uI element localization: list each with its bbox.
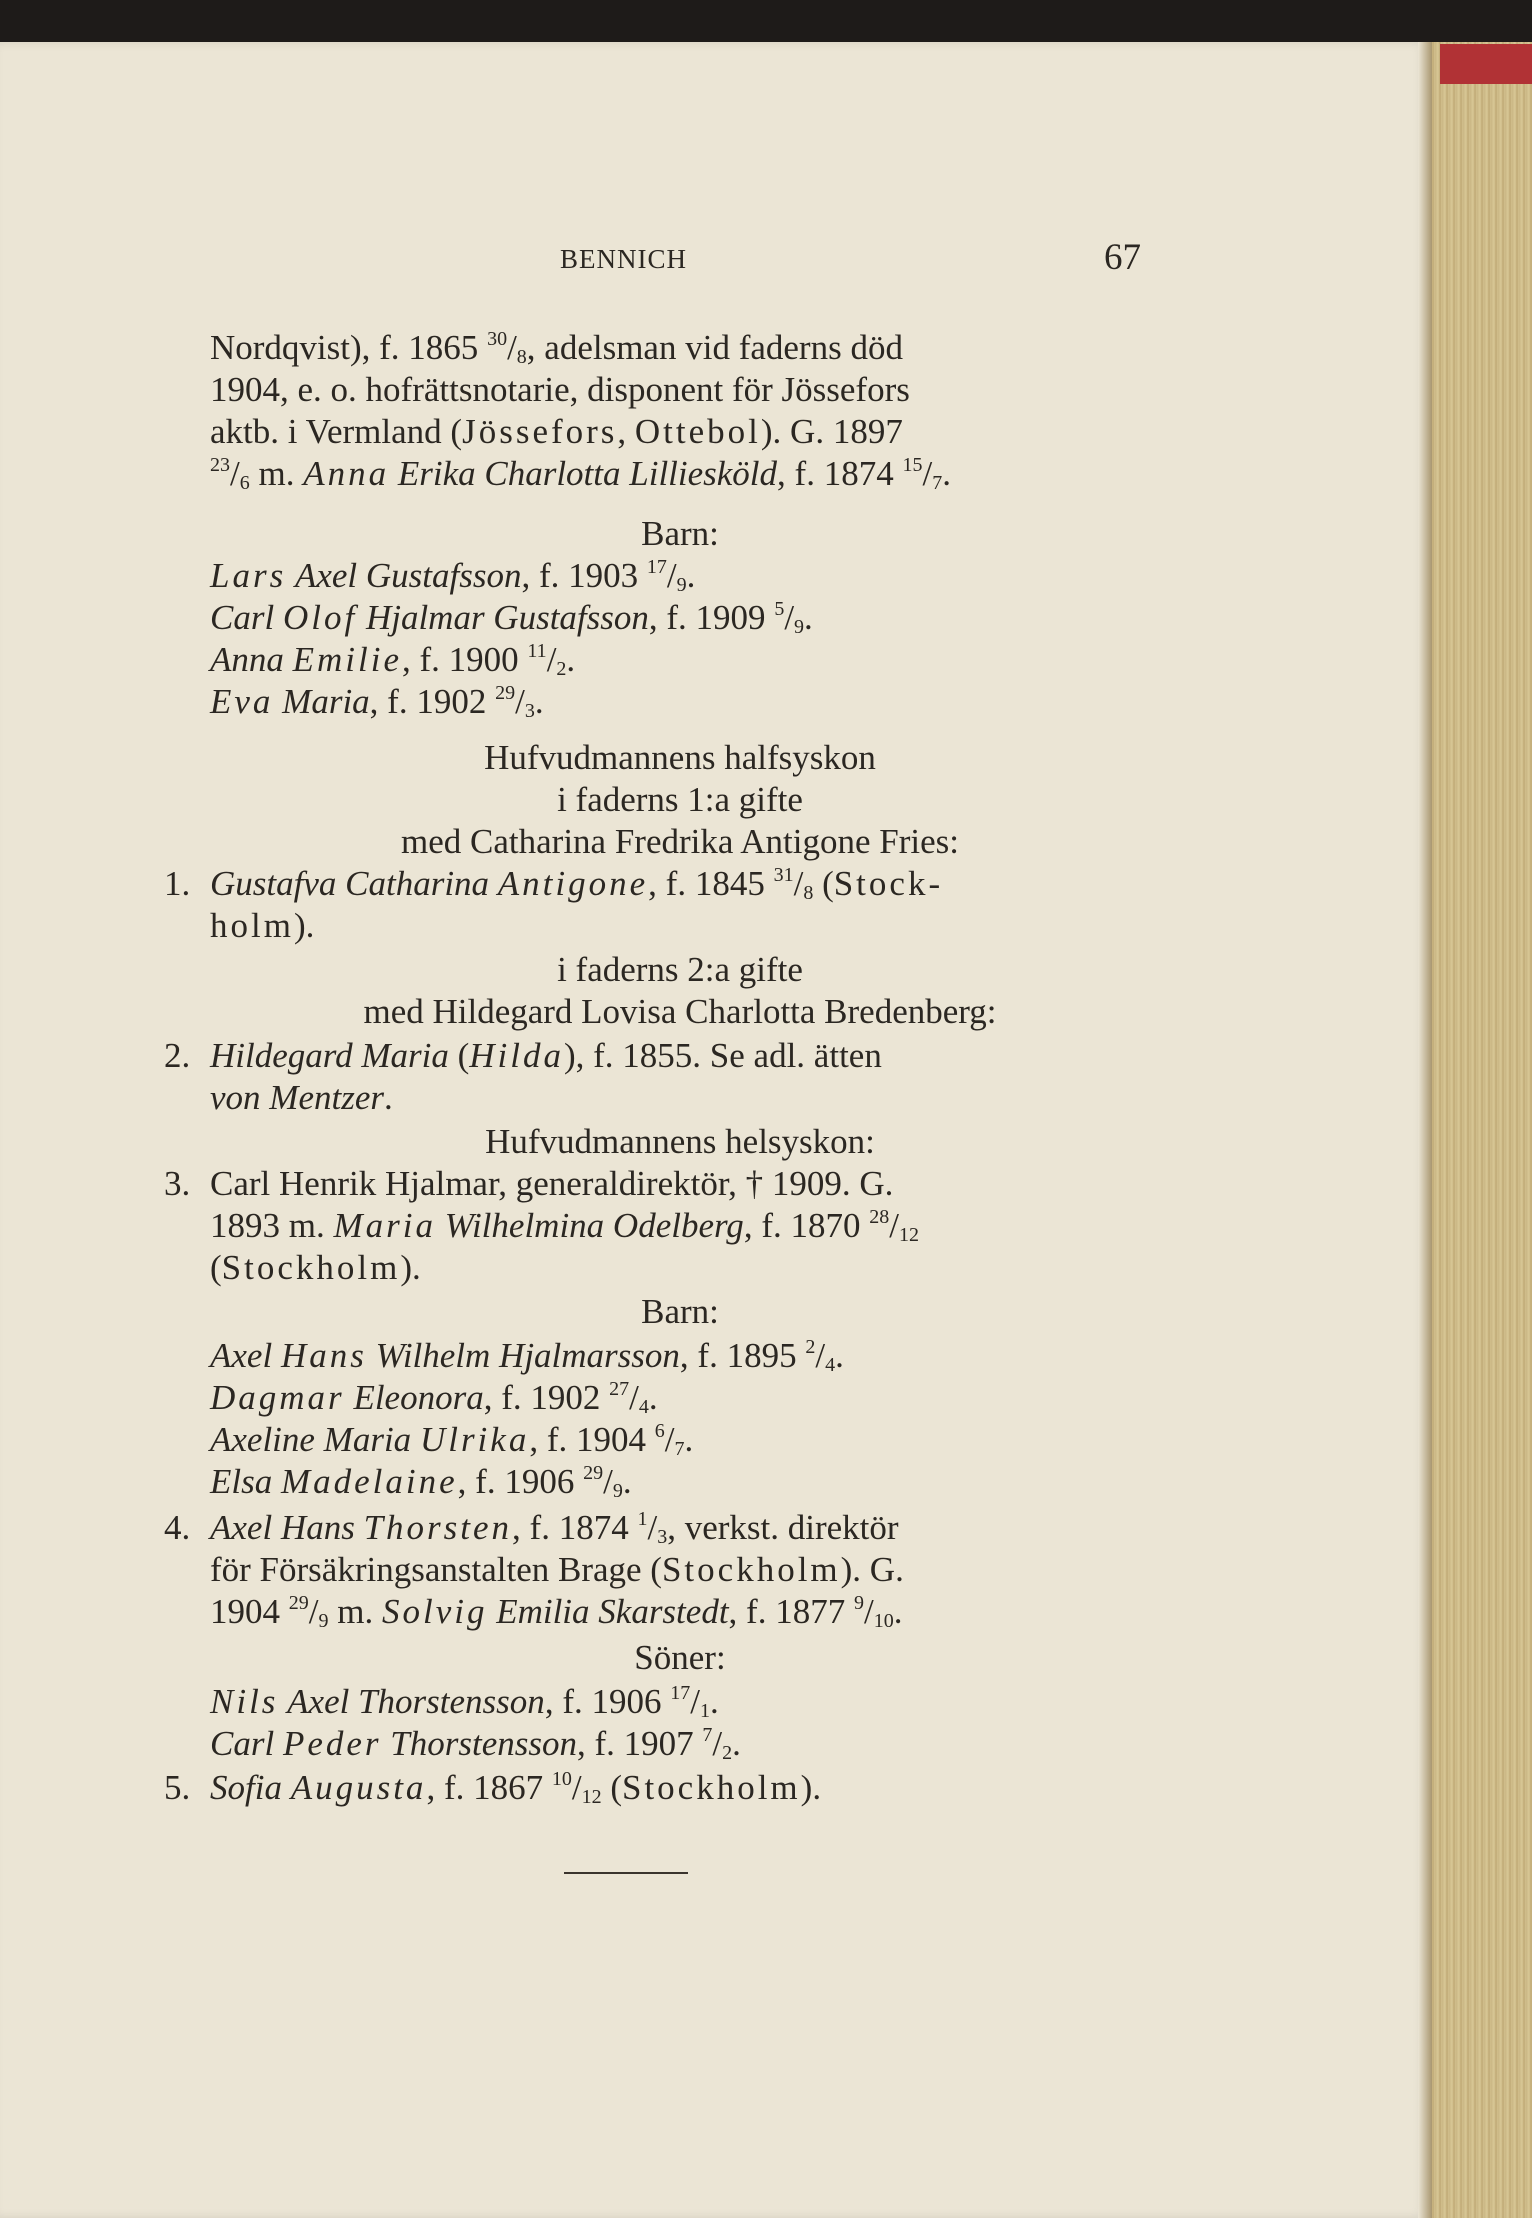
section-heading: Hufvudmannens helsyskon:: [485, 1122, 875, 1161]
text-line: Nordqvist), f. 1865 $^{30}/_8$, adelsman vid faderns död: [210, 328, 903, 368]
page-fold-shadow: [1418, 42, 1432, 2218]
running-header: BENNICH: [560, 244, 687, 274]
section-heading: Barn:: [641, 1292, 719, 1331]
section-heading: med Catharina Fredrika Antigone Fries:: [401, 822, 959, 861]
page-number: 67: [1104, 237, 1141, 278]
section-heading: Hufvudmannens halfsyskon: [484, 738, 876, 777]
text-line: Carl Peder Thorstensson, f. 1907 $^7/_2$.: [210, 1724, 741, 1764]
text-line: (Stockholm).: [210, 1248, 421, 1287]
text-line: 2. Hildegard Maria (Hilda), f. 1855. Se adl. ätten: [164, 1036, 882, 1075]
text-line: 5. Sofia Augusta, f. 1867 $^{10}/_{12}$ (Stockholm).: [164, 1768, 822, 1808]
page-edges: [1428, 42, 1532, 2218]
text-line: Axeline Maria Ulrika, f. 1904 $^6/_7$.: [210, 1420, 694, 1460]
text-line: Nils Axel Thorstensson, f. 1906 $^{17}/_1$.: [210, 1682, 719, 1722]
section-heading: Söner:: [634, 1638, 726, 1677]
section-heading: i faderns 2:a gifte: [557, 950, 803, 989]
end-rule: [564, 1872, 688, 1874]
scanner-background: [0, 0, 1532, 44]
text-line: 3. Carl Henrik Hjalmar, generaldirektör, † 1909. G.: [164, 1164, 894, 1203]
text-line: aktb. i Vermland (Jössefors, Ottebol). G. 1897: [210, 412, 903, 451]
text-line: 4. Axel Hans Thorsten, f. 1874 $^1/_3$, verkst. direktör: [164, 1508, 899, 1548]
text-line: von Mentzer.: [210, 1078, 393, 1117]
text-line: Axel Hans Wilhelm Hjalmarsson, f. 1895 $^2/_4$.: [210, 1336, 844, 1376]
text-line: Elsa Madelaine, f. 1906 $^{29}/_9$.: [210, 1462, 632, 1502]
text-line: för Försäkringsanstalten Brage (Stockholm). G.: [210, 1550, 904, 1589]
text-line: Anna Emilie, f. 1900 $^{11}/_2$.: [210, 640, 576, 680]
text-line: Eva Maria, f. 1902 $^{29}/_3$.: [210, 682, 544, 722]
text-line: 1904, e. o. hofrättsnotarie, disponent för Jössefors: [210, 370, 910, 409]
red-bookmark-edge: [1440, 44, 1532, 84]
text-line: 1893 m. Maria Wilhelmina Odelberg, f. 1870 $^{28}/_{12}$: [210, 1206, 919, 1246]
text-line: Dagmar Eleonora, f. 1902 $^{27}/_4$.: [210, 1378, 658, 1418]
text-line: 1904 $^{29}/_9$ m. Solvig Emilia Skarstedt, f. 1877 $^9/_{10}$.: [210, 1592, 903, 1632]
text-line: holm).: [210, 906, 315, 945]
section-heading: med Hildegard Lovisa Charlotta Bredenberg:: [363, 992, 997, 1031]
text-line: 1. Gustafva Catharina Antigone, f. 1845 $^{31}/_8$ (Stock-: [164, 864, 944, 904]
text-line: Lars Axel Gustafsson, f. 1903 $^{17}/_9$.: [210, 556, 696, 596]
section-heading: Barn:: [641, 514, 719, 553]
section-heading: i faderns 1:a gifte: [557, 780, 803, 819]
text-line: $^{23}/_6$ m. Anna Erika Charlotta Lilliesköld, f. 1874 $^{15}/_7$.: [210, 454, 951, 494]
text-line: Carl Olof Hjalmar Gustafsson, f. 1909 $^5/_9$.: [210, 598, 813, 638]
